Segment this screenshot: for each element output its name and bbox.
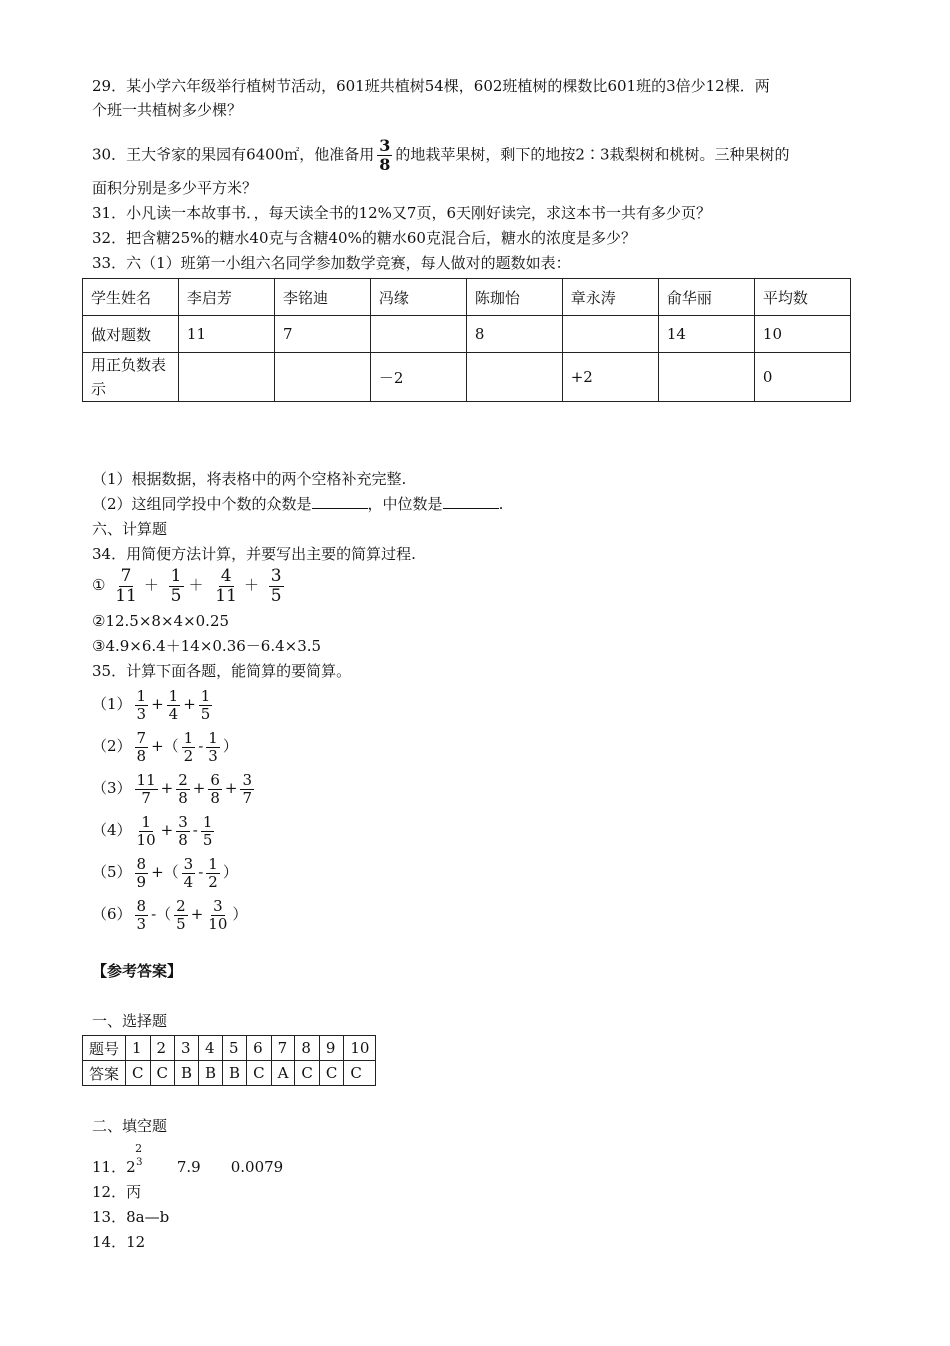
q33-part1: （1）根据数据，将表格中的两个空格补充完整.	[92, 470, 407, 488]
q34: 34．用简便方法计算，并要写出主要的简算过程.	[92, 545, 416, 563]
q30-frac-numerator: 3	[379, 136, 391, 155]
fraction	[113, 565, 139, 606]
fraction	[240, 770, 254, 807]
fraction	[206, 728, 220, 765]
fraction	[135, 896, 149, 933]
table-cell: 学生姓名	[83, 279, 179, 316]
fraction-denominator: 5	[170, 585, 182, 606]
table-cell: 章永涛	[562, 279, 658, 316]
q33: 33．六（1）班第一小组六名同学参加数学竞赛，每人做对的题数如表：	[92, 254, 571, 272]
operator: -	[198, 737, 204, 755]
table-cell: C	[344, 1061, 376, 1086]
mode-answer-blank	[312, 494, 368, 509]
q35-item-label: （3）	[92, 779, 132, 797]
closing-paren: ）	[222, 737, 238, 755]
fraction-numerator: 3	[183, 854, 194, 873]
fraction-denominator: 10	[136, 830, 156, 849]
answer-13: 13．8a—b	[92, 1208, 170, 1226]
q34-item2: ②12.5×8×4×0.25	[92, 612, 230, 630]
q35-item-label: （1）	[92, 695, 132, 713]
table-cell: A	[271, 1061, 295, 1086]
operator: -	[198, 863, 204, 881]
table-cell: 5	[223, 1036, 247, 1061]
q35-item3	[92, 768, 257, 808]
q33-part2-text-a: （2）这组同学投中个数的众数是	[92, 495, 312, 513]
fraction-numerator: 1	[208, 854, 218, 873]
answers-section1: 一、选择题	[92, 1012, 168, 1030]
fraction-numerator: 1	[136, 686, 147, 705]
mixed-number-denominator: 3	[136, 1157, 143, 1168]
fraction	[167, 686, 181, 723]
q30-line2: 面积分别是多少平方米？	[92, 179, 258, 197]
table-cell: 用正负数表示	[83, 353, 179, 402]
table-cell: 冯缘	[370, 279, 466, 316]
fraction-denominator: 5	[270, 585, 282, 606]
choice-number-row	[83, 1036, 376, 1061]
table-cell	[370, 316, 466, 353]
operator: +	[192, 779, 206, 797]
table-cell: 7	[274, 316, 370, 353]
fraction	[269, 565, 284, 606]
mixed-number-numerator: 2	[135, 1142, 143, 1155]
q35: 35．计算下面各题，能简算的要简算。	[92, 662, 352, 680]
fraction	[206, 854, 220, 891]
table-cell: 2	[150, 1036, 174, 1061]
q35-item-label: （6）	[92, 905, 132, 923]
q35-item-label: （4）	[92, 821, 132, 839]
table-cell: 10	[754, 316, 850, 353]
operator: -（	[151, 905, 172, 923]
operator: +	[224, 779, 238, 797]
q35-item1	[92, 684, 215, 724]
fraction-numerator: 1	[202, 812, 213, 831]
fraction-numerator: 2	[176, 896, 186, 915]
fraction-numerator: 1	[170, 565, 182, 586]
table-cell: 9	[319, 1036, 343, 1061]
table-cell	[658, 353, 754, 402]
q33-part2-text-c: .	[498, 495, 504, 513]
median-answer-blank	[443, 494, 499, 509]
fraction	[213, 565, 239, 606]
fraction-numerator: 8	[136, 896, 147, 915]
table-cell: 7	[271, 1036, 295, 1061]
fraction-numerator: 1	[200, 686, 211, 705]
fraction	[182, 728, 196, 765]
q35-item-label: （5）	[92, 863, 132, 881]
table-cell: 3	[174, 1036, 198, 1061]
table-cell: 李铭迪	[274, 279, 370, 316]
table-cell: B	[174, 1061, 198, 1086]
fraction-numerator: 1	[168, 686, 179, 705]
fraction	[169, 565, 184, 606]
q30-line1	[92, 138, 790, 173]
fraction-denominator: 2	[208, 872, 218, 891]
fraction-numerator: 6	[210, 770, 220, 789]
operator: +	[160, 779, 174, 797]
fraction-denominator: 8	[178, 830, 188, 849]
table-cell: +2	[562, 353, 658, 402]
table-cell: B	[199, 1061, 223, 1086]
fraction-denominator: 5	[176, 914, 186, 933]
fraction-denominator: 11	[115, 585, 137, 606]
table-cell: 俞华丽	[658, 279, 754, 316]
score-table-header-row	[83, 279, 851, 316]
fraction	[201, 812, 215, 849]
q29-line1: 29．某小学六年级举行植树节活动，601班共植树54棵，602班植树的棵数比601班的3倍少12棵．两	[92, 77, 770, 95]
table-cell: C	[126, 1061, 150, 1086]
mixed-number-whole: 2	[126, 1158, 136, 1176]
table-cell: B	[223, 1061, 247, 1086]
table-cell	[466, 353, 562, 402]
table-cell: 1	[126, 1036, 150, 1061]
q33-part2-text-b: ，中位数是	[367, 495, 443, 513]
table-cell	[562, 316, 658, 353]
fraction-denominator: 10	[208, 914, 228, 933]
answer-11	[92, 1142, 284, 1177]
table-cell: 李启芳	[178, 279, 274, 316]
answer-14: 14．12	[92, 1233, 146, 1251]
fraction	[208, 770, 222, 807]
score-table-signed-row	[83, 353, 851, 402]
fraction-denominator: 3	[136, 704, 147, 723]
fraction	[135, 812, 158, 849]
fraction	[135, 854, 149, 891]
operator: +	[183, 695, 196, 713]
section6-title: 六、计算题	[92, 520, 168, 538]
fraction-numerator: 7	[136, 728, 147, 747]
answer-12: 12．丙	[92, 1183, 142, 1201]
operator: +（	[151, 863, 179, 881]
table-cell: C	[319, 1061, 343, 1086]
q30-text-b: 的地栽苹果树，剩下的地按2∶3栽梨树和桃树。三种果树的	[395, 145, 790, 164]
fraction-denominator: 9	[136, 872, 147, 891]
table-cell	[178, 353, 274, 402]
table-cell: 做对题数	[83, 316, 179, 353]
table-cell: 4	[199, 1036, 223, 1061]
fraction-numerator: 2	[178, 770, 188, 789]
table-cell: 平均数	[754, 279, 850, 316]
q30-text-a: 30．王大爷家的果园有6400㎡，他准备用	[92, 145, 375, 164]
table-cell: C	[247, 1061, 271, 1086]
fraction	[176, 770, 190, 807]
q32: 32．把含糖25%的糖水40克与含糖40%的糖水60克混合后，糖水的浓度是多少？	[92, 229, 636, 247]
fraction-denominator: 2	[183, 746, 194, 765]
fraction-denominator: 3	[136, 914, 147, 933]
choice-answer-table	[82, 1035, 376, 1086]
operator: +	[190, 905, 204, 923]
operator: +（	[151, 737, 179, 755]
plus-operator: ＋	[243, 576, 259, 594]
operator: +	[151, 695, 164, 713]
answer-11-rest: 7.9 0.0079	[176, 1158, 284, 1176]
fraction-numerator: 7	[120, 565, 132, 586]
fraction-denominator: 8	[178, 788, 188, 807]
q35-item6	[92, 894, 247, 934]
table-cell: C	[295, 1061, 319, 1086]
table-cell: 陈珈怡	[466, 279, 562, 316]
table-cell: 11	[178, 316, 274, 353]
fraction-numerator: 4	[220, 565, 232, 586]
q34-item3: ③4.9×6.4＋14×0.36－6.4×3.5	[92, 637, 322, 655]
plus-operator: ＋	[143, 576, 159, 594]
fraction-numerator: 3	[242, 770, 253, 789]
q34-item1-label: ①	[92, 576, 106, 594]
closing-paren: ）	[222, 863, 238, 881]
fraction-numerator: 8	[136, 854, 147, 873]
answers-title: 【参考答案】	[92, 962, 183, 980]
answers-section2: 二、填空题	[92, 1117, 168, 1135]
q29-line2: 个班一共植树多少棵？	[92, 101, 243, 119]
table-cell: －2	[370, 353, 466, 402]
table-cell: 答案	[83, 1061, 126, 1086]
fraction-numerator: 1	[208, 728, 218, 747]
score-table	[82, 278, 851, 402]
table-cell: C	[150, 1061, 174, 1086]
fraction-denominator: 4	[183, 872, 194, 891]
q35-item4	[92, 810, 217, 850]
q33-part2	[92, 494, 503, 514]
table-cell: 8	[295, 1036, 319, 1061]
table-cell: 8	[466, 316, 562, 353]
fraction-denominator: 7	[141, 788, 151, 807]
table-cell: 14	[658, 316, 754, 353]
fraction-denominator: 3	[208, 746, 218, 765]
fraction-numerator: 3	[270, 565, 282, 586]
table-cell: 题号	[83, 1036, 126, 1061]
fraction-denominator: 7	[242, 788, 253, 807]
choice-answer-row	[83, 1061, 376, 1086]
fraction-denominator: 5	[200, 704, 211, 723]
fraction-denominator: 5	[202, 830, 213, 849]
operator: +	[160, 821, 174, 839]
fraction-denominator: 8	[136, 746, 147, 765]
score-table-correct-row	[83, 316, 851, 353]
q30-frac-denominator: 8	[379, 155, 391, 174]
table-cell: 6	[247, 1036, 271, 1061]
fraction-numerator: 3	[178, 812, 188, 831]
fraction-numerator: 1	[183, 728, 194, 747]
table-cell: 10	[344, 1036, 376, 1061]
q35-item-label: （2）	[92, 737, 132, 755]
mixed-number	[126, 1142, 148, 1177]
closing-paren: ）	[232, 905, 248, 923]
fraction	[135, 686, 149, 723]
fraction	[206, 896, 229, 933]
fraction	[135, 770, 158, 807]
operator: -	[192, 821, 198, 839]
fraction-denominator: 8	[210, 788, 220, 807]
q31: 31．小凡读一本故事书．，每天读全书的12%又7页，6天刚好读完，求这本书一共有多少页？	[92, 204, 712, 222]
plus-operator: ＋	[188, 576, 204, 594]
fraction-numerator: 11	[136, 770, 156, 789]
fraction	[182, 854, 196, 891]
q30-fraction	[377, 138, 392, 173]
q35-item5	[92, 852, 238, 892]
answer-11-label: 11．	[92, 1158, 127, 1176]
fraction-denominator: 11	[215, 585, 237, 606]
table-cell	[274, 353, 370, 402]
fraction	[176, 812, 190, 849]
fraction-denominator: 4	[168, 704, 179, 723]
fraction	[174, 896, 188, 933]
q35-item2	[92, 726, 238, 766]
q34-item1	[92, 567, 287, 605]
table-cell: 0	[754, 353, 850, 402]
fraction	[135, 728, 149, 765]
fraction-numerator: 3	[213, 896, 223, 915]
fraction-numerator: 1	[141, 812, 151, 831]
fraction	[199, 686, 213, 723]
